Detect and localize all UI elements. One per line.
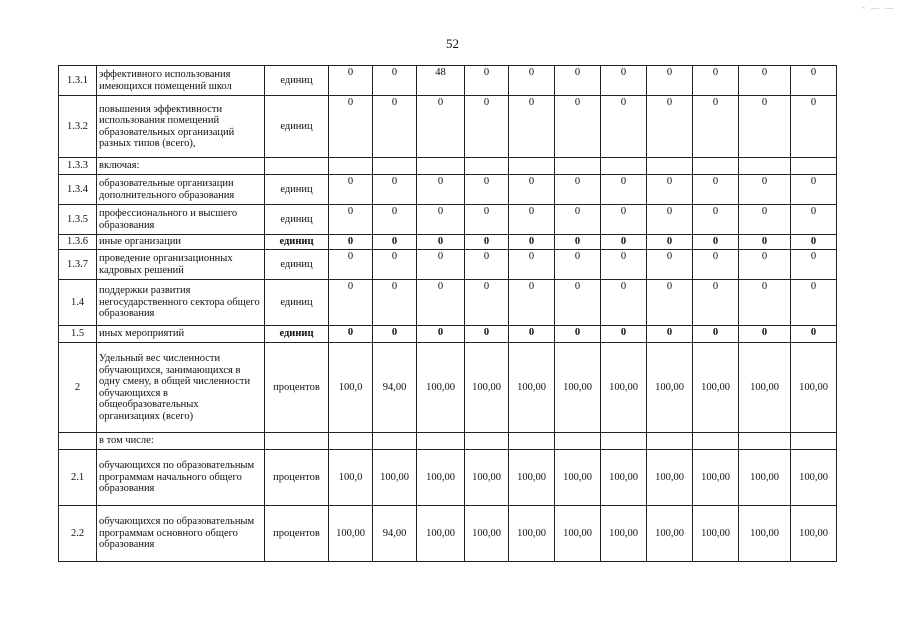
value-cell: 0	[509, 66, 555, 96]
value-cell: 100,00	[739, 506, 791, 562]
table-row	[59, 175, 837, 205]
value-cell: 0	[509, 175, 555, 205]
value-cell: 0	[465, 235, 509, 250]
row-unit: единиц	[265, 326, 329, 343]
row-unit: единиц	[265, 96, 329, 158]
value-cell: 0	[647, 205, 693, 235]
row-code: 1.3.1	[59, 66, 97, 96]
value-cell: 0	[373, 66, 417, 96]
row-description: образовательные организации дополнительного образования	[97, 175, 265, 205]
value-cell: 100,00	[791, 343, 837, 433]
row-description: включая:	[97, 158, 265, 175]
value-cell: 0	[329, 66, 373, 96]
row-unit: единиц	[265, 205, 329, 235]
table-row	[59, 506, 837, 562]
indicators-table	[58, 65, 837, 562]
value-cell: 100,00	[647, 450, 693, 506]
value-cell	[555, 158, 601, 175]
row-description: эффективного использования имеющихся помещений школ	[97, 66, 265, 96]
row-code: 2.2	[59, 506, 97, 562]
row-unit: процентов	[265, 506, 329, 562]
value-cell: 100,00	[791, 506, 837, 562]
value-cell: 0	[329, 175, 373, 205]
value-cell: 100,0	[329, 450, 373, 506]
value-cell: 0	[693, 280, 739, 326]
value-cell: 0	[465, 175, 509, 205]
table-row	[59, 343, 837, 433]
value-cell: 0	[601, 250, 647, 280]
table-row	[59, 96, 837, 158]
value-cell: 100,00	[555, 343, 601, 433]
value-cell: 100,00	[509, 343, 555, 433]
row-unit: процентов	[265, 343, 329, 433]
value-cell: 0	[417, 96, 465, 158]
value-cell: 100,00	[647, 343, 693, 433]
row-description: повышения эффективности использования помещений образовательных организаций разных типов (всего),	[97, 96, 265, 158]
row-description: в том числе:	[97, 433, 265, 450]
row-code: 1.3.2	[59, 96, 97, 158]
value-cell	[693, 433, 739, 450]
value-cell: 0	[791, 175, 837, 205]
value-cell: 100,00	[373, 450, 417, 506]
value-cell: 100,00	[693, 506, 739, 562]
value-cell: 0	[791, 96, 837, 158]
value-cell: 0	[647, 235, 693, 250]
page-number: 52	[446, 36, 459, 51]
table-body	[59, 66, 837, 562]
value-cell: 100,0	[329, 343, 373, 433]
row-unit: процентов	[265, 450, 329, 506]
value-cell: 0	[465, 66, 509, 96]
value-cell: 0	[601, 175, 647, 205]
row-description: проведение организационных кадровых решений	[97, 250, 265, 280]
value-cell: 0	[329, 235, 373, 250]
value-cell	[601, 158, 647, 175]
value-cell: 0	[647, 326, 693, 343]
value-cell: 100,00	[555, 506, 601, 562]
value-cell: 0	[739, 326, 791, 343]
row-code	[59, 433, 97, 450]
value-cell	[647, 158, 693, 175]
value-cell: 0	[509, 326, 555, 343]
table-row	[59, 433, 837, 450]
value-cell: 0	[693, 326, 739, 343]
value-cell: 100,00	[739, 343, 791, 433]
row-code: 2	[59, 343, 97, 433]
value-cell: 0	[647, 175, 693, 205]
value-cell: 0	[373, 250, 417, 280]
table-row	[59, 66, 837, 96]
value-cell	[739, 158, 791, 175]
value-cell: 0	[647, 250, 693, 280]
value-cell: 0	[601, 235, 647, 250]
value-cell	[647, 433, 693, 450]
value-cell: 0	[791, 280, 837, 326]
value-cell: 100,00	[417, 506, 465, 562]
value-cell	[329, 158, 373, 175]
value-cell: 0	[647, 280, 693, 326]
row-code: 1.3.3	[59, 158, 97, 175]
value-cell: 0	[509, 205, 555, 235]
row-code: 1.5	[59, 326, 97, 343]
value-cell: 0	[417, 175, 465, 205]
value-cell	[373, 158, 417, 175]
value-cell: 0	[555, 235, 601, 250]
value-cell: 0	[791, 235, 837, 250]
row-code: 2.1	[59, 450, 97, 506]
row-description: Удельный вес численности обучающихся, занимающихся в одну смену, в общей численности обучающихся в общеобразовательных организациях (всего)	[97, 343, 265, 433]
row-description: иные организации	[97, 235, 265, 250]
value-cell: 0	[465, 280, 509, 326]
row-code: 1.3.4	[59, 175, 97, 205]
value-cell: 0	[739, 205, 791, 235]
value-cell: 100,00	[693, 343, 739, 433]
value-cell	[693, 158, 739, 175]
value-cell: 0	[555, 250, 601, 280]
value-cell: 0	[555, 280, 601, 326]
value-cell: 48	[417, 66, 465, 96]
value-cell: 0	[373, 175, 417, 205]
value-cell: 94,00	[373, 343, 417, 433]
value-cell: 0	[373, 235, 417, 250]
row-code: 1.3.7	[59, 250, 97, 280]
value-cell: 0	[555, 96, 601, 158]
value-cell: 0	[555, 175, 601, 205]
row-unit: единиц	[265, 280, 329, 326]
value-cell: 0	[739, 66, 791, 96]
value-cell: 100,00	[601, 506, 647, 562]
value-cell: 100,00	[465, 450, 509, 506]
value-cell: 0	[739, 250, 791, 280]
value-cell: 0	[693, 250, 739, 280]
value-cell: 0	[601, 205, 647, 235]
value-cell: 0	[465, 205, 509, 235]
value-cell	[791, 158, 837, 175]
row-unit	[265, 158, 329, 175]
row-unit: единиц	[265, 250, 329, 280]
row-unit: единиц	[265, 175, 329, 205]
value-cell: 0	[791, 326, 837, 343]
value-cell: 100,00	[693, 450, 739, 506]
value-cell	[465, 158, 509, 175]
value-cell	[601, 433, 647, 450]
table-row	[59, 326, 837, 343]
value-cell: 0	[601, 326, 647, 343]
value-cell: 100,00	[739, 450, 791, 506]
value-cell: 0	[693, 205, 739, 235]
table-row	[59, 250, 837, 280]
row-description: обучающихся по образовательным программам основного общего образования	[97, 506, 265, 562]
value-cell: 0	[555, 205, 601, 235]
value-cell: 100,00	[601, 450, 647, 506]
value-cell: 0	[417, 326, 465, 343]
row-unit: единиц	[265, 235, 329, 250]
value-cell: 0	[373, 280, 417, 326]
row-code: 1.3.6	[59, 235, 97, 250]
value-cell: 0	[373, 326, 417, 343]
value-cell: 100,00	[465, 343, 509, 433]
value-cell: 100,00	[329, 506, 373, 562]
value-cell	[509, 433, 555, 450]
value-cell: 0	[509, 280, 555, 326]
value-cell	[555, 433, 601, 450]
value-cell	[791, 433, 837, 450]
value-cell: 0	[791, 250, 837, 280]
scan-corner-mark: - — —	[862, 3, 895, 12]
value-cell: 0	[791, 66, 837, 96]
row-description: профессионального и высшего образования	[97, 205, 265, 235]
value-cell: 0	[739, 175, 791, 205]
value-cell: 0	[693, 66, 739, 96]
value-cell: 0	[417, 250, 465, 280]
value-cell: 100,00	[647, 506, 693, 562]
value-cell: 100,00	[601, 343, 647, 433]
value-cell: 0	[465, 326, 509, 343]
value-cell: 100,00	[465, 506, 509, 562]
value-cell: 100,00	[791, 450, 837, 506]
value-cell: 0	[329, 96, 373, 158]
value-cell	[373, 433, 417, 450]
row-description: иных мероприятий	[97, 326, 265, 343]
value-cell: 0	[329, 250, 373, 280]
value-cell: 0	[739, 96, 791, 158]
value-cell	[509, 158, 555, 175]
value-cell: 0	[465, 250, 509, 280]
table-row	[59, 450, 837, 506]
value-cell: 0	[329, 280, 373, 326]
value-cell: 0	[417, 205, 465, 235]
value-cell: 0	[647, 66, 693, 96]
value-cell: 0	[417, 235, 465, 250]
value-cell	[417, 433, 465, 450]
value-cell: 0	[465, 96, 509, 158]
value-cell: 100,00	[555, 450, 601, 506]
value-cell	[417, 158, 465, 175]
value-cell: 0	[329, 326, 373, 343]
value-cell	[329, 433, 373, 450]
value-cell: 0	[417, 280, 465, 326]
value-cell: 0	[373, 205, 417, 235]
value-cell: 0	[555, 66, 601, 96]
value-cell: 0	[509, 96, 555, 158]
value-cell: 0	[373, 96, 417, 158]
table-row	[59, 158, 837, 175]
value-cell: 0	[791, 205, 837, 235]
row-unit: единиц	[265, 66, 329, 96]
table-row	[59, 205, 837, 235]
value-cell: 100,00	[417, 450, 465, 506]
value-cell: 0	[739, 235, 791, 250]
value-cell: 0	[509, 235, 555, 250]
value-cell: 0	[693, 235, 739, 250]
row-description: поддержки развития негосударственного сектора общего образования	[97, 280, 265, 326]
table-row	[59, 280, 837, 326]
value-cell: 0	[693, 175, 739, 205]
value-cell: 0	[555, 326, 601, 343]
value-cell: 0	[601, 66, 647, 96]
value-cell: 100,00	[509, 450, 555, 506]
table-row	[59, 235, 837, 250]
value-cell: 0	[647, 96, 693, 158]
value-cell: 0	[509, 250, 555, 280]
value-cell: 94,00	[373, 506, 417, 562]
value-cell: 0	[329, 205, 373, 235]
row-description: обучающихся по образовательным программам начального общего образования	[97, 450, 265, 506]
value-cell: 0	[601, 280, 647, 326]
value-cell	[739, 433, 791, 450]
row-code: 1.4	[59, 280, 97, 326]
value-cell: 0	[739, 280, 791, 326]
value-cell: 0	[693, 96, 739, 158]
value-cell: 0	[601, 96, 647, 158]
value-cell	[465, 433, 509, 450]
value-cell: 100,00	[509, 506, 555, 562]
value-cell: 100,00	[417, 343, 465, 433]
row-unit	[265, 433, 329, 450]
row-code: 1.3.5	[59, 205, 97, 235]
